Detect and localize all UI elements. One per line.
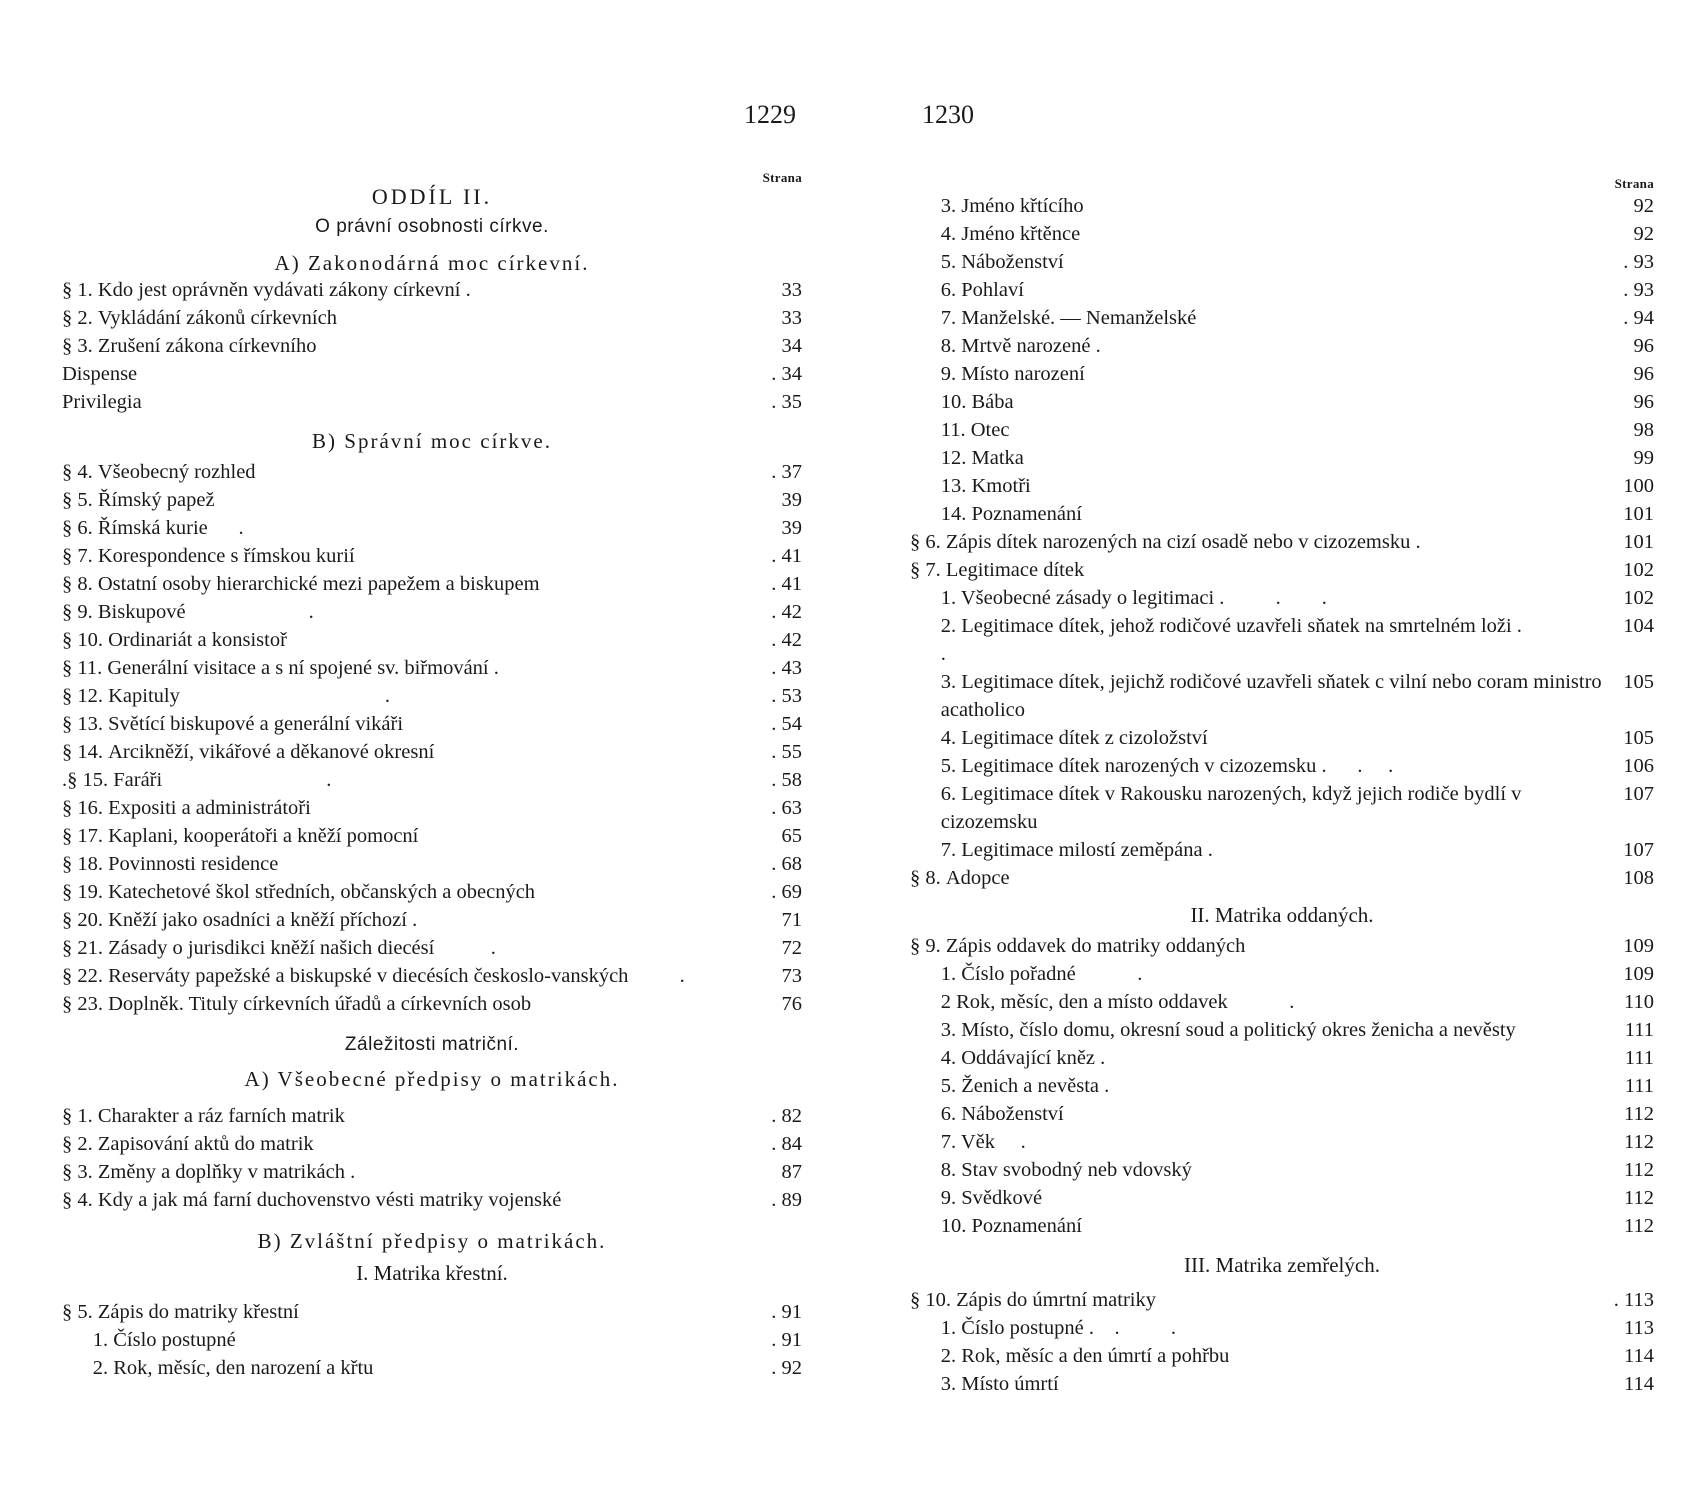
- entry-section-number: § 21.: [62, 937, 109, 959]
- toc-entry: [62, 710, 802, 738]
- entry-section-number: [910, 360, 941, 388]
- toc-entry: [910, 836, 1654, 864]
- entry-section-number: § 2.: [62, 307, 98, 329]
- entry-title: 5. Ženich a nevěsta .: [940, 1075, 1110, 1097]
- entry-page-number: 96: [1633, 391, 1654, 413]
- entry-title: Charakter a ráz farních matrik: [97, 1105, 345, 1127]
- entry-title: Římský papež: [97, 489, 215, 511]
- entry-section-number: [910, 960, 941, 988]
- toc-entry: [62, 766, 802, 794]
- toc-entry: [910, 960, 1654, 988]
- entry-section-number: [910, 1314, 941, 1342]
- toc-entry: [910, 584, 1654, 612]
- toc-entry: [910, 1314, 1654, 1342]
- entry-page-number: 73: [781, 965, 802, 987]
- entry-title: 7. Manželské. — Nemanželské: [940, 307, 1197, 329]
- entry-section-number: § 6.: [910, 531, 946, 553]
- toc-entry: [910, 612, 1654, 668]
- oddil-heading: ODDÍL II.: [371, 184, 493, 209]
- toc-entry: [62, 458, 802, 486]
- entry-page-number: 96: [1633, 335, 1654, 357]
- entry-section-number: § 10.: [62, 629, 109, 651]
- entry-page-number: 101: [1623, 531, 1654, 553]
- entry-title: Zápis do úmrtní matriky: [956, 1289, 1156, 1311]
- entry-title: 2. Rok, měsíc, den narození a křtu: [92, 1357, 374, 1379]
- entry-title: Arcikněží, vikářové a děkanové okresní: [108, 741, 435, 763]
- entry-section-number: [910, 724, 941, 752]
- entry-title: Faráři .: [113, 769, 332, 791]
- section-heading-iii: III. Matrika zemřelých.: [1184, 1253, 1380, 1277]
- entry-section-number: § 11.: [62, 657, 108, 679]
- entry-section-number: § 9.: [62, 601, 98, 623]
- entry-page-number: . 113: [1613, 1289, 1654, 1311]
- entry-section-number: [62, 1354, 93, 1382]
- entry-list-top: [910, 192, 1654, 892]
- toc-entry: [910, 220, 1654, 248]
- entry-section-number: [910, 472, 941, 500]
- strana-label: Strana: [1614, 176, 1654, 191]
- entry-section-number: [910, 332, 941, 360]
- entry-page-number: 96: [1633, 363, 1654, 385]
- entry-page-number: . 91: [771, 1301, 802, 1323]
- subtitle-heading: O právní osobnosti církve.: [315, 216, 549, 237]
- entry-page-number: . 41: [771, 545, 802, 567]
- entry-section-number: [910, 988, 941, 1016]
- entry-title: 14. Poznamenání: [940, 503, 1082, 525]
- entry-title: Kdy a jak má farní duchovenstvo vésti matriky vojenské: [97, 1189, 562, 1211]
- entry-title: 3. Místo, číslo domu, okresní soud a politický okres ženicha a nevěsty: [940, 1019, 1516, 1041]
- entry-page-number: . 37: [771, 461, 802, 483]
- entry-section-number: [910, 1370, 941, 1398]
- toc-entry: [62, 388, 802, 416]
- toc-entry: [62, 1326, 802, 1354]
- toc-entry: [910, 472, 1654, 500]
- entry-title: Zápis dítek narozených na cizí osadě nebo v cizozemsku .: [945, 531, 1421, 553]
- entry-page-number: . 91: [771, 1329, 802, 1351]
- entry-page-number: . 58: [771, 769, 802, 791]
- entry-title: Ordinariát a konsistoř: [108, 629, 287, 651]
- toc-entry: [62, 276, 802, 304]
- entry-list-a: [62, 276, 802, 416]
- toc-entry: [62, 1130, 802, 1158]
- entry-title: Privilegia: [62, 391, 142, 413]
- entry-section-number: [910, 1156, 941, 1184]
- toc-entry: [910, 724, 1654, 752]
- entry-section-number: § 7.: [62, 545, 98, 567]
- toc-entry: [62, 1158, 802, 1186]
- toc-entry: [910, 304, 1654, 332]
- entry-title: Ostatní osoby hierarchické mezi papežem a biskupem: [97, 573, 540, 595]
- toc-entry: [910, 556, 1654, 584]
- entry-page-number: 76: [781, 993, 802, 1015]
- entry-section-number: .§ 15.: [62, 769, 114, 791]
- toc-entry: [910, 932, 1654, 960]
- entry-page-number: . 93: [1623, 251, 1654, 273]
- entry-page-number: . 68: [771, 853, 802, 875]
- entry-page-number: 98: [1633, 419, 1654, 441]
- entry-list-a2: [62, 1102, 802, 1214]
- entry-page-number: 107: [1623, 783, 1654, 805]
- entry-section-number: § 4.: [62, 461, 98, 483]
- entry-title: 6. Legitimace dítek v Rakousku narozených, když jejich rodiče bydlí v cizozemsku: [940, 783, 1527, 833]
- toc-entry: [910, 1128, 1654, 1156]
- entry-page-number: 113: [1624, 1317, 1654, 1339]
- entry-list-i: [62, 1298, 802, 1382]
- zalezitosti-heading: Záležitosti matriční.: [344, 1034, 520, 1055]
- entry-title: 2. Rok, měsíc a den úmrtí a pohřbu: [940, 1345, 1230, 1367]
- entry-page-number: . 43: [771, 657, 802, 679]
- toc-entry: [910, 1016, 1654, 1044]
- toc-entry: [62, 542, 802, 570]
- toc-entry: [910, 988, 1654, 1016]
- entry-section-number: § 9.: [910, 935, 946, 957]
- entry-title: 2 Rok, měsíc, den a místo oddavek .: [940, 991, 1295, 1013]
- entry-page-number: 110: [1624, 991, 1654, 1013]
- entry-title: 1. Číslo postupné . . .: [940, 1317, 1176, 1339]
- entry-page-number: 102: [1623, 587, 1654, 609]
- toc-entry: [62, 906, 802, 934]
- entry-section-number: § 7.: [910, 559, 946, 581]
- entry-section-number: § 8.: [62, 573, 98, 595]
- toc-entry: [62, 514, 802, 542]
- entry-section-number: § 12.: [62, 685, 109, 707]
- toc-entry: [910, 780, 1654, 836]
- entry-section-number: § 18.: [62, 853, 109, 875]
- entry-page-number: 33: [781, 279, 802, 301]
- toc-entry: [910, 752, 1654, 780]
- entry-section-number: § 17.: [62, 825, 109, 847]
- entry-section-number: § 8.: [910, 867, 946, 889]
- entry-page-number: 106: [1623, 755, 1654, 777]
- entry-page-number: 112: [1624, 1131, 1654, 1153]
- entry-section-number: § 3.: [62, 335, 98, 357]
- toc-entry: [62, 486, 802, 514]
- entry-title: 4. Oddávající kněz .: [940, 1047, 1106, 1069]
- entry-section-number: [910, 248, 941, 276]
- toc-entry: [62, 626, 802, 654]
- entry-title: Korespondence s římskou kurií: [97, 545, 355, 567]
- toc-entry: [910, 500, 1654, 528]
- toc-entry: [62, 1102, 802, 1130]
- toc-entry: [910, 668, 1654, 724]
- section-heading-ii: II. Matrika oddaných.: [1190, 903, 1374, 927]
- entry-page-number: . 89: [771, 1189, 802, 1211]
- entry-page-number: 92: [1633, 195, 1654, 217]
- entry-page-number: 112: [1624, 1187, 1654, 1209]
- entry-page-number: 111: [1624, 1047, 1654, 1069]
- page-number-left: 1229: [744, 100, 796, 129]
- toc-entry: [62, 822, 802, 850]
- entry-page-number: 114: [1624, 1373, 1654, 1395]
- entry-title: 1. Číslo pořadné .: [940, 963, 1143, 985]
- entry-page-number: . 54: [771, 713, 802, 735]
- entry-page-number: 108: [1623, 867, 1654, 889]
- entry-section-number: § 1.: [62, 1105, 98, 1127]
- entry-page-number: . 42: [771, 629, 802, 651]
- entry-title: 10. Bába: [940, 391, 1014, 413]
- entry-section-number: § 5.: [62, 489, 98, 511]
- toc-entry: [62, 878, 802, 906]
- entry-title: 2. Legitimace dítek, jehož rodičové uzavřeli sňatek na smrtelném loži . .: [940, 615, 1625, 665]
- toc-entry: [62, 794, 802, 822]
- entry-page-number: . 35: [771, 391, 802, 413]
- entry-title: 1. Číslo postupné: [92, 1329, 236, 1351]
- entry-section-number: [62, 1326, 93, 1354]
- entry-section-number: [910, 1016, 941, 1044]
- toc-entry: [910, 1100, 1654, 1128]
- entry-page-number: 105: [1623, 671, 1654, 693]
- entry-title: Reserváty papežské a biskupské v diecésích českoslo-vanských .: [108, 965, 685, 987]
- toc-entry: [62, 360, 802, 388]
- entry-title: 10. Poznamenání: [940, 1215, 1082, 1237]
- entry-page-number: 107: [1623, 839, 1654, 861]
- entry-page-number: 112: [1624, 1215, 1654, 1237]
- entry-page-number: 39: [781, 517, 802, 539]
- toc-entry: [62, 654, 802, 682]
- toc-entry: [910, 528, 1654, 556]
- toc-entry: [62, 934, 802, 962]
- toc-entry: [62, 598, 802, 626]
- right-column: [910, 170, 1654, 1398]
- toc-entry: [910, 416, 1654, 444]
- entry-section-number: § 16.: [62, 797, 109, 819]
- section-heading-a: A) Zakonodárná moc církevní.: [274, 251, 590, 275]
- entry-section-number: § 20.: [62, 909, 109, 931]
- entry-title: 11. Otec: [940, 419, 1010, 441]
- entry-section-number: [910, 612, 941, 640]
- entry-page-number: . 82: [771, 1105, 802, 1127]
- entry-section-number: [910, 192, 941, 220]
- entry-title: 8. Mrtvě narozené .: [940, 335, 1101, 357]
- toc-entry: [62, 1186, 802, 1214]
- entry-title: Kaplani, kooperátoři a kněží pomocní: [108, 825, 419, 847]
- entry-section-number: [910, 668, 941, 696]
- entry-page-number: 105: [1623, 727, 1654, 749]
- toc-entry: [910, 1286, 1654, 1314]
- entry-title: Kapituly .: [108, 685, 390, 707]
- entry-section-number: § 10.: [910, 1289, 957, 1311]
- section-heading-a2: A) Všeobecné předpisy o matrikách.: [244, 1067, 620, 1091]
- entry-title: 9. Místo narození: [940, 363, 1085, 385]
- entry-title: 6. Náboženství: [940, 1103, 1064, 1125]
- entry-page-number: 99: [1633, 447, 1654, 469]
- entry-title: Světící biskupové a generální vikáři: [108, 713, 404, 735]
- entry-title: Kněží jako osadníci a kněží příchozí .: [108, 909, 418, 931]
- section-heading-b: B) Správní moc církve.: [312, 429, 552, 453]
- entry-title: Zrušení zákona církevního: [97, 335, 317, 357]
- left-column: [62, 170, 802, 1382]
- toc-entry: [910, 248, 1654, 276]
- entry-page-number: . 42: [771, 601, 802, 623]
- entry-title: Katechetové škol středních, občanských a obecných: [108, 881, 536, 903]
- toc-entry: [910, 1072, 1654, 1100]
- entry-section-number: § 14.: [62, 741, 109, 763]
- entry-section-number: [910, 304, 941, 332]
- entry-section-number: [910, 584, 941, 612]
- entry-page-number: 39: [781, 489, 802, 511]
- entry-page-number: . 93: [1623, 279, 1654, 301]
- entry-title: Biskupové .: [97, 601, 314, 623]
- entry-section-number: [910, 836, 941, 864]
- entry-page-number: 34: [781, 335, 802, 357]
- entry-page-number: 87: [781, 1161, 802, 1183]
- entry-section-number: [910, 752, 941, 780]
- entry-title: Všeobecný rozhled: [97, 461, 256, 483]
- entry-page-number: 112: [1624, 1103, 1654, 1125]
- entry-section-number: [910, 444, 941, 472]
- entry-section-number: [910, 416, 941, 444]
- entry-section-number: [910, 1184, 941, 1212]
- entry-section-number: [910, 276, 941, 304]
- entry-page-number: . 92: [771, 1357, 802, 1379]
- entry-title: 7. Věk .: [940, 1131, 1026, 1153]
- entry-title: Doplněk. Tituly církevních úřadů a církevních osob: [108, 993, 532, 1015]
- entry-section-number: § 22.: [62, 965, 109, 987]
- entry-section-number: [910, 500, 941, 528]
- section-heading-i: I. Matrika křestní.: [356, 1261, 508, 1285]
- toc-entry: [910, 444, 1654, 472]
- entry-section-number: § 6.: [62, 517, 98, 539]
- toc-entry: [62, 990, 802, 1018]
- toc-entry: [62, 738, 802, 766]
- entry-section-number: [910, 1128, 941, 1156]
- entry-section-number: [910, 388, 941, 416]
- entry-list-iii: [910, 1286, 1654, 1398]
- entry-title: 3. Legitimace dítek, jejichž rodičové uzavřeli sňatek c vilní nebo coram ministro acatholico: [940, 671, 1607, 721]
- entry-section-number: § 23.: [62, 993, 109, 1015]
- entry-title: 3. Jméno křtícího: [940, 195, 1084, 217]
- toc-entry: [910, 864, 1654, 892]
- entry-section-number: § 5.: [62, 1301, 98, 1323]
- entry-title: 4. Legitimace dítek z cizoložství: [940, 727, 1208, 749]
- entry-title: 8. Stav svobodný neb vdovský: [940, 1159, 1192, 1181]
- entry-title: 5. Legitimace dítek narozených v cizozemsku . . .: [940, 755, 1394, 777]
- entry-title: 1. Všeobecné zásady o legitimaci . . .: [940, 587, 1327, 609]
- entry-page-number: 114: [1624, 1345, 1654, 1367]
- entry-title: Legitimace dítek: [945, 559, 1085, 581]
- entry-title: Povinnosti residence: [108, 853, 279, 875]
- entry-page-number: 104: [1623, 615, 1654, 637]
- toc-entry: [910, 1212, 1654, 1240]
- entry-section-number: [910, 780, 941, 808]
- toc-entry: [62, 332, 802, 360]
- toc-entry: [910, 1370, 1654, 1398]
- entry-section-number: [910, 1044, 941, 1072]
- entry-page-number: . 69: [771, 881, 802, 903]
- toc-entry: [62, 570, 802, 598]
- entry-title: Změny a doplňky v matrikách .: [97, 1161, 356, 1183]
- entry-section-number: § 4.: [62, 1189, 98, 1211]
- entry-page-number: 101: [1623, 503, 1654, 525]
- entry-section-number: § 2.: [62, 1133, 98, 1155]
- entry-title: Římská kurie .: [97, 517, 244, 539]
- entry-page-number: 33: [781, 307, 802, 329]
- page-number-right: 1230: [922, 100, 974, 129]
- strana-label: Strana: [762, 170, 802, 185]
- entry-page-number: 112: [1624, 1159, 1654, 1181]
- entry-title: Dispense: [62, 363, 138, 385]
- entry-page-number: 65: [781, 825, 802, 847]
- entry-page-number: . 55: [771, 741, 802, 763]
- entry-title: 4. Jméno křtěnce: [940, 223, 1081, 245]
- entry-title: Vykládání zákonů církevních: [97, 307, 337, 329]
- toc-entry: [910, 1044, 1654, 1072]
- toc-entry: [62, 1354, 802, 1382]
- toc-entry: [910, 192, 1654, 220]
- entry-title: 12. Matka: [940, 447, 1024, 469]
- entry-title: Generální visitace a s ní spojené sv. biřmování .: [107, 657, 499, 679]
- entry-title: 5. Náboženství: [940, 251, 1064, 273]
- entry-page-number: 109: [1623, 935, 1654, 957]
- entry-page-number: 100: [1623, 475, 1654, 497]
- entry-list-b: [62, 458, 802, 1018]
- toc-entry: [910, 332, 1654, 360]
- toc-entry: [910, 1156, 1654, 1184]
- entry-page-number: 109: [1623, 963, 1654, 985]
- toc-entry: [62, 682, 802, 710]
- toc-entry: [910, 360, 1654, 388]
- entry-title: Zapisování aktů do matrik: [97, 1133, 314, 1155]
- entry-title: Adopce: [945, 867, 1010, 889]
- entry-section-number: § 1.: [62, 279, 98, 301]
- entry-page-number: . 63: [771, 797, 802, 819]
- entry-page-number: . 53: [771, 685, 802, 707]
- toc-entry: [62, 1298, 802, 1326]
- entry-title: 9. Svědkové: [940, 1187, 1043, 1209]
- entry-section-number: § 3.: [62, 1161, 98, 1183]
- entry-page-number: 92: [1633, 223, 1654, 245]
- entry-title: 7. Legitimace milostí zeměpána .: [940, 839, 1213, 861]
- section-heading-b2: B) Zvláštní předpisy o matrikách.: [257, 1229, 607, 1253]
- entry-section-number: [910, 220, 941, 248]
- entry-section-number: § 19.: [62, 881, 109, 903]
- entry-section-number: [910, 1100, 941, 1128]
- entry-section-number: § 13.: [62, 713, 109, 735]
- entry-title: Zásady o jurisdikci kněží našich diecésí .: [108, 937, 496, 959]
- toc-entry: [62, 304, 802, 332]
- toc-entry: [62, 962, 802, 990]
- entry-section-number: [910, 1342, 941, 1370]
- entry-title: 13. Kmotři: [940, 475, 1031, 497]
- entry-page-number: 71: [781, 909, 802, 931]
- entry-list-ii: [910, 932, 1654, 1240]
- toc-entry: [910, 1342, 1654, 1370]
- toc-entry: [62, 850, 802, 878]
- entry-page-number: 72: [781, 937, 802, 959]
- entry-section-number: [910, 1072, 941, 1100]
- entry-page-number: . 41: [771, 573, 802, 595]
- entry-page-number: 111: [1624, 1075, 1654, 1097]
- entry-page-number: . 34: [771, 363, 802, 385]
- entry-page-number: 102: [1623, 559, 1654, 581]
- entry-title: Zápis do matriky křestní: [97, 1301, 299, 1323]
- toc-entry: [910, 388, 1654, 416]
- entry-title: Expositi a administrátoři: [108, 797, 311, 819]
- entry-title: 6. Pohlaví: [940, 279, 1024, 301]
- entry-page-number: 111: [1624, 1019, 1654, 1041]
- entry-title: Kdo jest oprávněn vydávati zákony církevní .: [97, 279, 471, 301]
- entry-title: Zápis oddavek do matriky oddaných: [945, 935, 1246, 957]
- entry-title: 3. Místo úmrtí: [940, 1373, 1059, 1395]
- entry-section-number: [910, 1212, 941, 1240]
- entry-page-number: . 94: [1623, 307, 1654, 329]
- toc-entry: [910, 1184, 1654, 1212]
- entry-page-number: . 84: [771, 1133, 802, 1155]
- toc-entry: [910, 276, 1654, 304]
